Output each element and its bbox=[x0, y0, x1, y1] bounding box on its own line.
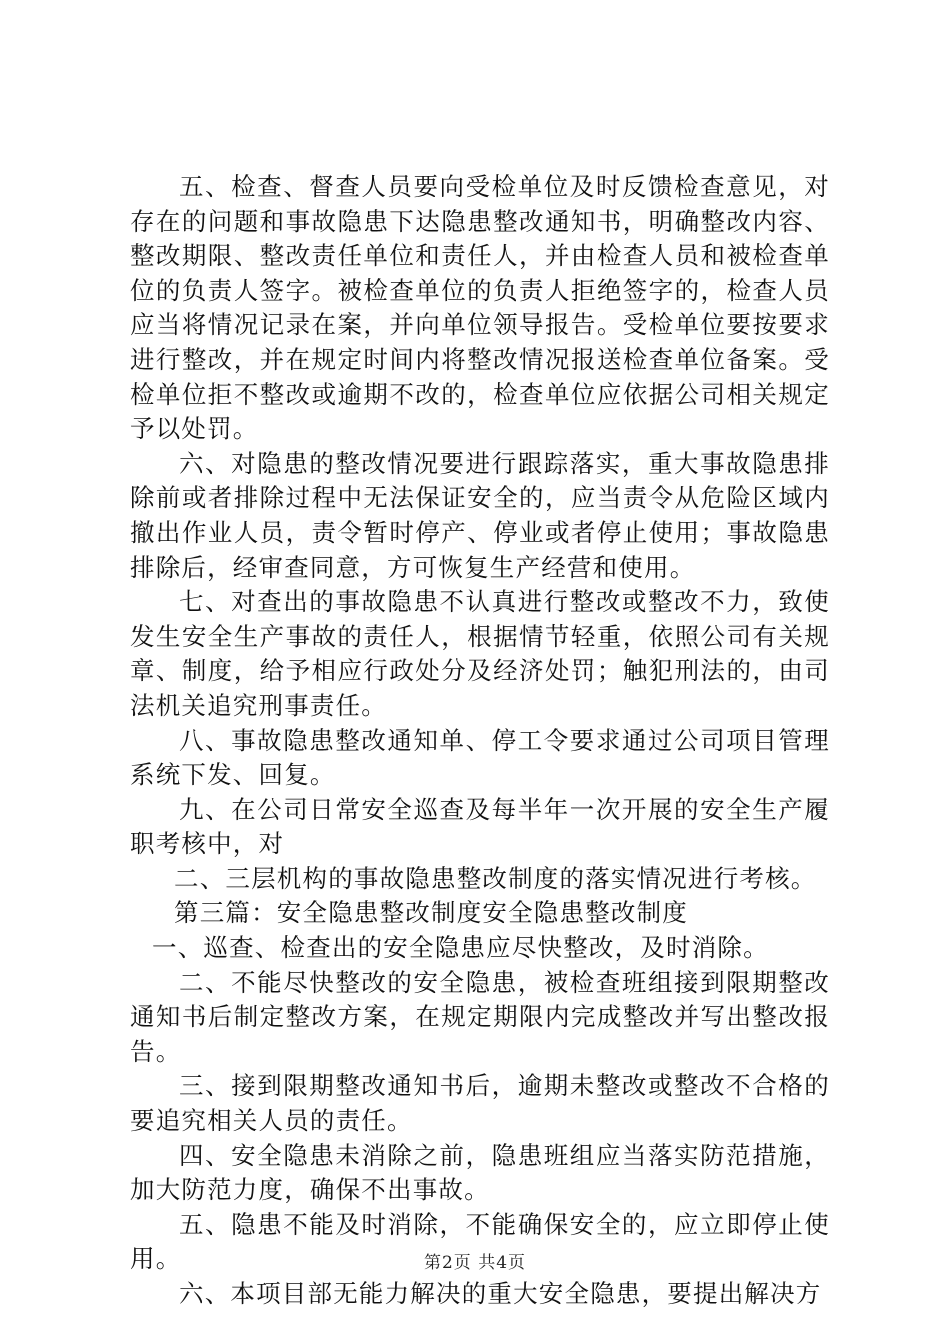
page-footer bbox=[0, 1248, 950, 1273]
section-heading: 第三篇：安全隐患整改制度安全隐患整改制度 bbox=[174, 898, 688, 928]
paragraph-continuation: 二、三层机构的事故隐患整改制度的落实情况进行考核。 bbox=[174, 863, 817, 893]
item-2: 二、不能尽快整改的安全隐患，被检查班组接到限期整改通知书后制定整改方案，在规定期限内完成整改并写出整改报告。 bbox=[130, 967, 830, 1066]
item-6: 六、本项目部无能力解决的重大安全隐患，要提出解决方 bbox=[179, 1279, 822, 1308]
paragraph-9: 九、在公司日常安全巡查及每半年一次开展的安全生产履职考核中，对 bbox=[130, 794, 830, 859]
item-3: 三、接到限期整改通知书后，逾期未整改或整改不合格的要追究相关人员的责任。 bbox=[130, 1071, 830, 1136]
page-number-label: 第2页 共4页 bbox=[423, 1253, 527, 1273]
paragraph-8: 八、事故隐患整改通知单、停工令要求通过公司项目管理系统下发、回复。 bbox=[130, 725, 830, 790]
paragraph-5: 五、检查、督查人员要向受检单位及时反馈检查意见，对存在的问题和事故隐患下达隐患整改通知书，明确整改内容、整改期限、整改责任单位和责任人，并由检查人员和被检查单位的负责人签字。被检查单位的负责人拒绝签字的，检查人员应当将情况记录在案，并向单位领导报告。受检单位要按要求进行整改，并在规定时间内将整改情况报送检查单位备案。受检单位拒不整改或逾期不改的，检查单位应依据公司相关规定予以处罚。 bbox=[130, 172, 830, 444]
paragraph-6: 六、对隐患的整改情况要进行跟踪落实，重大事故隐患排除前或者排除过程中无法保证安全的，应当责令从危险区域内撤出作业人员，责令暂时停产、停业或者停止使用；事故隐患排除后，经审查同意，方可恢复生产经营和使用。 bbox=[130, 448, 830, 582]
paragraph-7: 七、对查出的事故隐患不认真进行整改或整改不力，致使发生安全生产事故的责任人，根据情节轻重，依照公司有关规章、制度，给予相应行政处分及经济处罚；触犯刑法的，由司法机关追究刑事责任。 bbox=[130, 587, 830, 720]
item-4: 四、安全隐患未消除之前，隐患班组应当落实防范措施，加大防范力度，确保不出事故。 bbox=[130, 1140, 830, 1205]
document-body bbox=[130, 170, 830, 1312]
item-5: 五、隐患不能及时消除，不能确保安全的，应立即停止使用。 bbox=[130, 1209, 830, 1274]
item-1: 一、巡查、检查出的安全隐患应尽快整改，及时消除。 bbox=[152, 933, 769, 963]
